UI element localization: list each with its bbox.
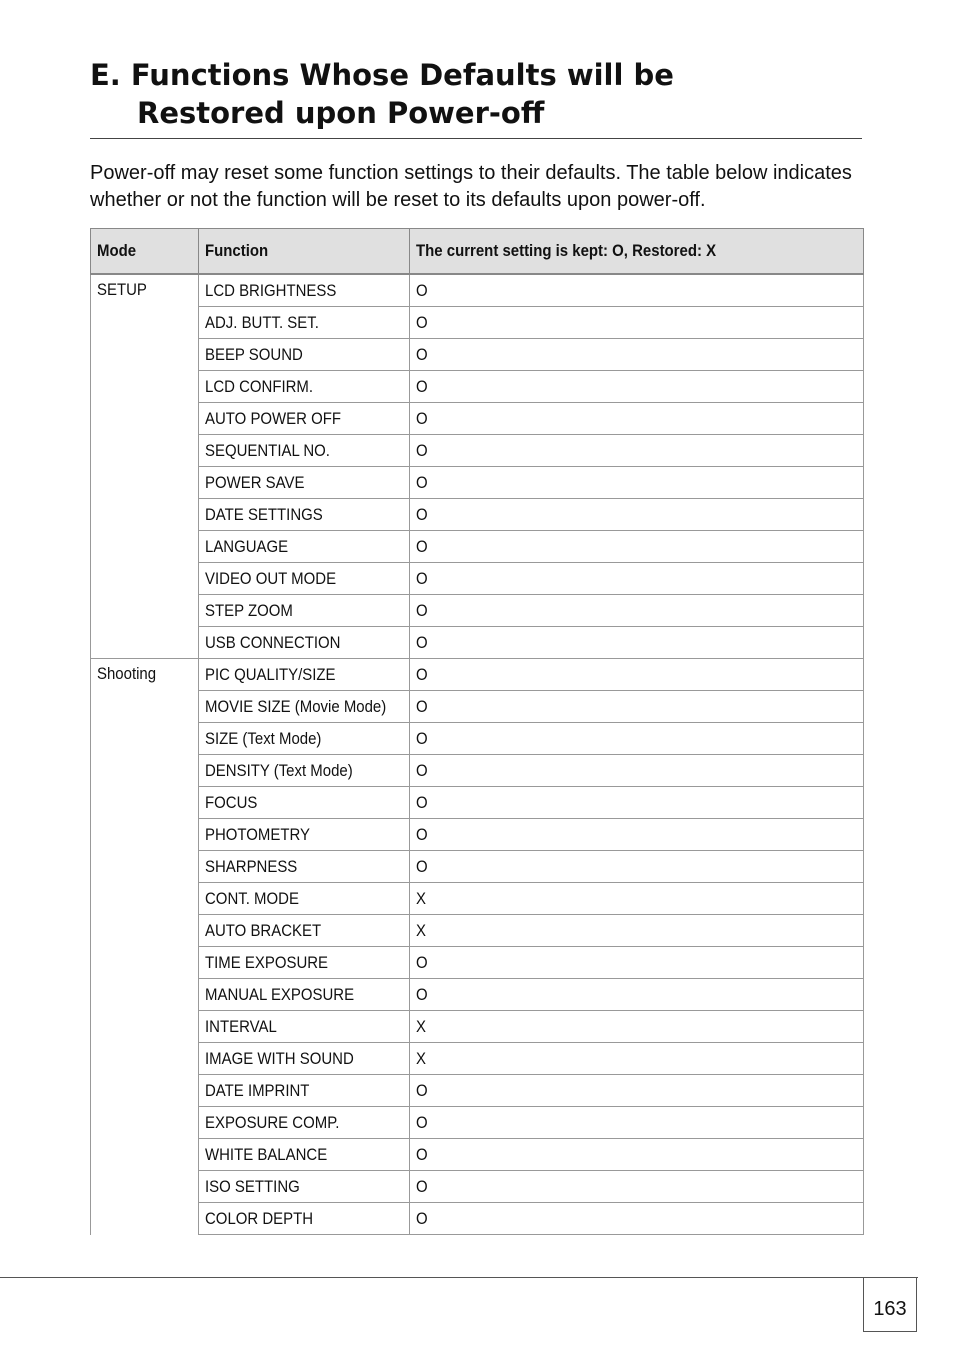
function-cell: DATE IMPRINT bbox=[199, 1075, 410, 1107]
function-cell: TIME EXPOSURE bbox=[199, 947, 410, 979]
table-row bbox=[91, 851, 864, 883]
function-cell: PHOTOMETRY bbox=[199, 819, 410, 851]
function-cell: MOVIE SIZE (Movie Mode) bbox=[199, 691, 410, 723]
table-row bbox=[91, 627, 864, 659]
setting-cell: O bbox=[410, 979, 864, 1011]
setting-cell: O bbox=[410, 371, 864, 403]
table-row bbox=[91, 659, 864, 691]
function-cell: ISO SETTING bbox=[199, 1171, 410, 1203]
function-cell: LANGUAGE bbox=[199, 531, 410, 563]
setting-cell: O bbox=[410, 403, 864, 435]
setting-cell: O bbox=[410, 947, 864, 979]
function-cell: SEQUENTIAL NO. bbox=[199, 435, 410, 467]
table-row bbox=[91, 915, 864, 947]
function-cell: DATE SETTINGS bbox=[199, 499, 410, 531]
function-cell: CONT. MODE bbox=[199, 883, 410, 915]
function-cell: POWER SAVE bbox=[199, 467, 410, 499]
mode-cell: SETUP bbox=[91, 274, 199, 659]
table-row bbox=[91, 691, 864, 723]
table-row bbox=[91, 563, 864, 595]
table-row bbox=[91, 403, 864, 435]
table-row bbox=[91, 1107, 864, 1139]
table-row bbox=[91, 979, 864, 1011]
table-row bbox=[91, 819, 864, 851]
function-cell: AUTO BRACKET bbox=[199, 915, 410, 947]
setting-cell: O bbox=[410, 723, 864, 755]
function-cell: COLOR DEPTH bbox=[199, 1203, 410, 1235]
function-cell: PIC QUALITY/SIZE bbox=[199, 659, 410, 691]
setting-cell: O bbox=[410, 627, 864, 659]
header-mode: Mode bbox=[91, 229, 199, 275]
table-row bbox=[91, 371, 864, 403]
function-cell: SHARPNESS bbox=[199, 851, 410, 883]
mode-cell: Shooting bbox=[91, 659, 199, 1235]
table-row bbox=[91, 531, 864, 563]
header-setting: The current setting is kept: O, Restored: X bbox=[410, 229, 864, 275]
function-cell: INTERVAL bbox=[199, 1011, 410, 1043]
page-title-line-1: E. Functions Whose Defaults will be bbox=[90, 58, 674, 92]
setting-cell: O bbox=[410, 435, 864, 467]
table-body bbox=[91, 274, 864, 1235]
table-row bbox=[91, 467, 864, 499]
function-cell: FOCUS bbox=[199, 787, 410, 819]
setting-cell: O bbox=[410, 563, 864, 595]
setting-cell: X bbox=[410, 1011, 864, 1043]
setting-cell: X bbox=[410, 883, 864, 915]
setting-cell: O bbox=[410, 659, 864, 691]
setting-cell: O bbox=[410, 819, 864, 851]
table-row bbox=[91, 883, 864, 915]
setting-cell: X bbox=[410, 1043, 864, 1075]
setting-cell: O bbox=[410, 307, 864, 339]
setting-cell: O bbox=[410, 755, 864, 787]
table-row bbox=[91, 274, 864, 307]
table-row bbox=[91, 595, 864, 627]
setting-cell: O bbox=[410, 595, 864, 627]
table-row bbox=[91, 787, 864, 819]
setting-cell: X bbox=[410, 915, 864, 947]
table-row bbox=[91, 947, 864, 979]
table-row bbox=[91, 755, 864, 787]
intro-paragraph: Power-off may reset some function settings to their defaults. The table below indicates whether or not the function will be reset to its defaults upon power-off. bbox=[90, 162, 852, 211]
function-cell: VIDEO OUT MODE bbox=[199, 563, 410, 595]
function-cell: USB CONNECTION bbox=[199, 627, 410, 659]
setting-cell: O bbox=[410, 499, 864, 531]
function-cell: IMAGE WITH SOUND bbox=[199, 1043, 410, 1075]
setting-cell: O bbox=[410, 1139, 864, 1171]
page-title bbox=[90, 56, 862, 132]
table-row bbox=[91, 1139, 864, 1171]
function-cell: WHITE BALANCE bbox=[199, 1139, 410, 1171]
setting-cell: O bbox=[410, 274, 864, 307]
function-cell: AUTO POWER OFF bbox=[199, 403, 410, 435]
table-row bbox=[91, 499, 864, 531]
defaults-table bbox=[90, 228, 864, 1235]
function-cell: LCD BRIGHTNESS bbox=[199, 274, 410, 307]
footer-divider bbox=[0, 1277, 918, 1278]
table-row bbox=[91, 1203, 864, 1235]
function-cell: ADJ. BUTT. SET. bbox=[199, 307, 410, 339]
setting-cell: O bbox=[410, 467, 864, 499]
page-number: 163 bbox=[863, 1278, 917, 1332]
setting-cell: O bbox=[410, 1203, 864, 1235]
table-row bbox=[91, 1075, 864, 1107]
function-cell: EXPOSURE COMP. bbox=[199, 1107, 410, 1139]
function-cell: MANUAL EXPOSURE bbox=[199, 979, 410, 1011]
table-row bbox=[91, 307, 864, 339]
function-cell: LCD CONFIRM. bbox=[199, 371, 410, 403]
setting-cell: O bbox=[410, 851, 864, 883]
function-cell: STEP ZOOM bbox=[199, 595, 410, 627]
setting-cell: O bbox=[410, 1107, 864, 1139]
table-row bbox=[91, 1171, 864, 1203]
setting-cell: O bbox=[410, 339, 864, 371]
table-row bbox=[91, 1043, 864, 1075]
function-cell: SIZE (Text Mode) bbox=[199, 723, 410, 755]
table-row bbox=[91, 723, 864, 755]
title-divider bbox=[90, 138, 862, 139]
table-row bbox=[91, 1011, 864, 1043]
table-row bbox=[91, 435, 864, 467]
setting-cell: O bbox=[410, 531, 864, 563]
setting-cell: O bbox=[410, 1171, 864, 1203]
header-function: Function bbox=[199, 229, 410, 275]
table-row bbox=[91, 339, 864, 371]
function-cell: BEEP SOUND bbox=[199, 339, 410, 371]
setting-cell: O bbox=[410, 787, 864, 819]
table-header-row bbox=[91, 229, 864, 275]
setting-cell: O bbox=[410, 1075, 864, 1107]
function-cell: DENSITY (Text Mode) bbox=[199, 755, 410, 787]
setting-cell: O bbox=[410, 691, 864, 723]
page-title-line-2: Restored upon Power-off bbox=[137, 96, 545, 130]
